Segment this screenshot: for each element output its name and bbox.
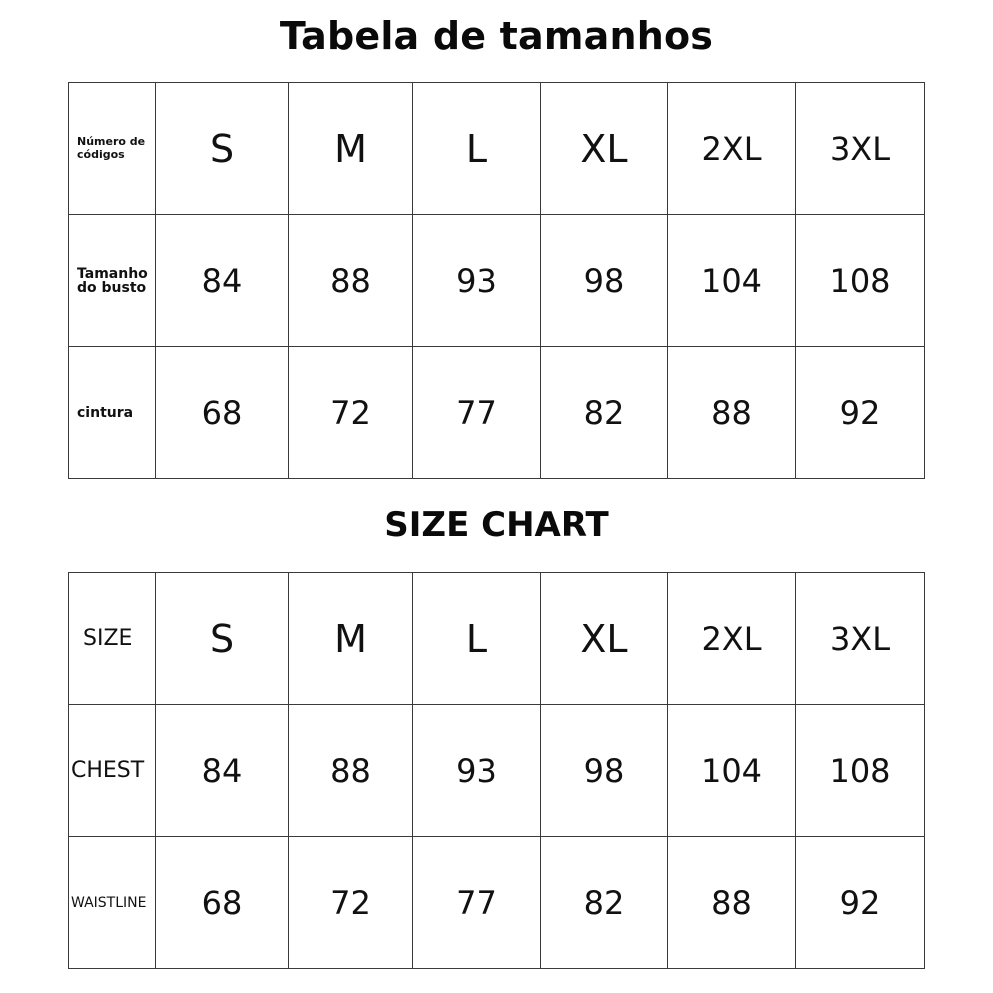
row-label-size: SIZE — [69, 573, 156, 705]
cell-waistline-l: 77 — [413, 837, 541, 969]
cell-bust-m: 88 — [289, 215, 413, 347]
cell-size-l: L — [413, 83, 541, 215]
table-row-waistline — [69, 837, 925, 969]
row-label-size-codes: Número de códigos — [69, 83, 156, 215]
page-title-en: SIZE CHART — [384, 505, 609, 545]
cell-waist-2xl: 88 — [668, 347, 796, 479]
cell-waist-s: 68 — [156, 347, 289, 479]
cell-waistline-s: 68 — [156, 837, 289, 969]
cell-bust-xl: 98 — [541, 215, 668, 347]
cell-size-l: L — [413, 573, 541, 705]
table-row-size — [69, 573, 925, 705]
cell-size-xl: XL — [541, 573, 668, 705]
cell-waist-m: 72 — [289, 347, 413, 479]
row-label-chest: CHEST — [69, 705, 156, 837]
cell-chest-l: 93 — [413, 705, 541, 837]
row-label-waist: cintura — [69, 347, 156, 479]
cell-waistline-2xl: 88 — [668, 837, 796, 969]
page-title-pt: Tabela de tamanhos — [279, 14, 714, 58]
cell-waistline-m: 72 — [289, 837, 413, 969]
table-row-size-codes — [69, 83, 925, 215]
cell-chest-3xl: 108 — [796, 705, 925, 837]
row-label-bust: Tamanho do busto — [69, 215, 156, 347]
cell-size-3xl: 3XL — [796, 83, 925, 215]
cell-bust-2xl: 104 — [668, 215, 796, 347]
cell-waist-l: 77 — [413, 347, 541, 479]
cell-chest-2xl: 104 — [668, 705, 796, 837]
cell-chest-s: 84 — [156, 705, 289, 837]
cell-size-xl: XL — [541, 83, 668, 215]
cell-chest-xl: 98 — [541, 705, 668, 837]
cell-bust-3xl: 108 — [796, 215, 925, 347]
table-row-waist — [69, 347, 925, 479]
table-row-bust — [69, 215, 925, 347]
cell-size-3xl: 3XL — [796, 573, 925, 705]
cell-size-2xl: 2XL — [668, 83, 796, 215]
cell-waist-3xl: 92 — [796, 347, 925, 479]
cell-waist-xl: 82 — [541, 347, 668, 479]
cell-size-s: S — [156, 83, 289, 215]
cell-size-2xl: 2XL — [668, 573, 796, 705]
cell-waistline-xl: 82 — [541, 837, 668, 969]
cell-size-m: M — [289, 83, 413, 215]
cell-waistline-3xl: 92 — [796, 837, 925, 969]
cell-bust-l: 93 — [413, 215, 541, 347]
cell-chest-m: 88 — [289, 705, 413, 837]
cell-size-s: S — [156, 573, 289, 705]
cell-bust-s: 84 — [156, 215, 289, 347]
row-label-waistline: WAISTLINE — [69, 837, 156, 969]
size-table-pt — [68, 82, 925, 479]
size-table-en — [68, 572, 925, 969]
table-row-chest — [69, 705, 925, 837]
cell-size-m: M — [289, 573, 413, 705]
